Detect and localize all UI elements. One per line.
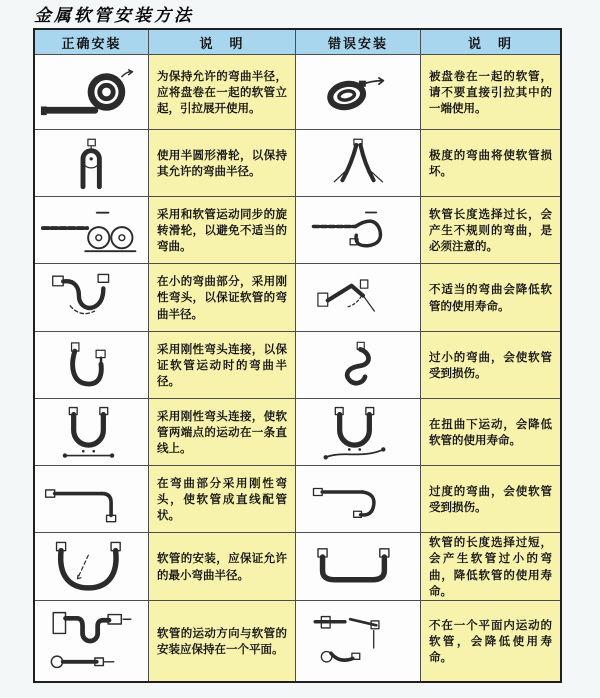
correct-description-cell [149,130,296,197]
page-title: 金属软管安装方法 [34,6,194,26]
correct-text: 软管的安装，应保证允许的最小弯曲半径。 [157,551,287,582]
correct-description-cell [149,466,296,533]
wrong-description-cell [421,130,560,197]
coiled-hose-stood-up-icon [39,62,145,122]
wrong-description-cell [421,332,560,399]
sharp-angle-bend-icon [313,269,403,327]
wrong-illustration-cell [296,197,421,264]
correct-text: 使用半圆形滑轮，以保持其允许的弯曲半径。 [157,147,287,178]
correct-description-cell [149,197,296,264]
wrong-text: 过度的弯曲，会使软管受到损伤。 [429,483,552,514]
hose-over-pulley-icon [47,133,137,193]
correct-illustration-cell [35,466,149,533]
rotating-pulleys-icon [39,201,145,259]
coiled-hose-pulled-icon [310,63,406,121]
wrong-description-cell [421,533,560,601]
wrong-illustration-cell [296,601,421,681]
wrong-text: 在扭曲下运动，会降低软管的使用寿命。 [429,416,552,447]
correct-illustration-cell [35,264,149,332]
planar-trap-hose-icon [40,606,144,676]
wrong-description-cell [421,264,560,332]
wrong-description-cell [421,197,560,264]
wrong-description-cell [421,55,560,130]
correct-illustration-cell [35,601,149,681]
u-hose-straight-line-motion-icon [44,402,140,462]
correct-text: 采用刚性弯头连接，使软管两端点的运动在一条直线上。 [157,408,287,456]
wrong-text: 不在一个平面内运动的软管，会降低使用寿命。 [429,617,552,665]
correct-illustration-cell [35,399,149,466]
correct-description-cell [149,55,296,130]
over-bent-elbow-icon [310,470,406,528]
header-wrong-installation: 错误安装 [296,30,421,55]
wrong-description-cell [421,399,560,466]
correct-description-cell [149,533,296,601]
correct-illustration-cell [35,130,149,197]
wrong-illustration-cell [296,466,421,533]
irregular-loop-icon [310,201,406,259]
extreme-bend-hanging-icon [313,133,403,193]
wrong-illustration-cell [296,264,421,332]
installation-methods-table [33,28,562,683]
correct-text: 软管的运动方向与软管的安装应保持在一个平面。 [157,625,287,656]
too-small-bend-icon [315,335,401,395]
correct-description-cell [149,332,296,399]
wrong-text: 极度的弯曲将使软管损坏。 [429,147,552,178]
non-planar-hose-icon [310,606,406,676]
wrong-illustration-cell [296,55,421,130]
header-correct-installation: 正确安装 [35,30,149,55]
wrong-illustration-cell [296,533,421,601]
u-hose-torsion-icon [310,402,406,462]
wrong-text: 软管的长度选择过短，会产生软管过小的弯曲，降低软管的使用寿命。 [429,534,552,598]
minimum-bend-radius-u-icon [42,537,142,597]
correct-illustration-cell [35,197,149,264]
rigid-elbow-connection-icon [47,335,137,395]
wrong-illustration-cell [296,399,421,466]
wrong-description-cell [421,466,560,533]
correct-text: 在弯曲部分采用刚性弯头，使软管成直线配管状。 [157,475,287,523]
correct-text: 为保持允许的弯曲半径，应将盘卷在一起的软管立起，引拉展开使用。 [157,68,287,116]
wrong-text: 过小的弯曲，会使软管受到损伤。 [429,349,552,380]
header-description-left: 说 明 [149,30,296,55]
wrong-illustration-cell [296,332,421,399]
straight-piping-elbow-icon [42,470,142,528]
wrong-description-cell [421,601,560,681]
correct-illustration-cell [35,533,149,601]
correct-description-cell [149,601,296,681]
header-description-right: 说 明 [421,30,560,55]
correct-illustration-cell [35,332,149,399]
correct-text: 在小的弯曲部分，采用刚性弯头，以保证软管的弯曲半径。 [157,274,287,321]
wrong-text: 不适当的弯曲会降低软管的使用寿命。 [429,282,552,313]
wrong-illustration-cell [296,130,421,197]
wrong-text: 被盘卷在一起的软管，请不要直接引拉其中的一端使用。 [429,68,552,116]
correct-illustration-cell [35,55,149,130]
correct-description-cell [149,399,296,466]
correct-text: 采用刚性弯头连接，以保证软管运动时的弯曲半径。 [157,341,287,389]
taut-flat-u-icon [308,538,408,596]
correct-text: 采用和软管运动同步的旋转滑轮，以避免不适当的弯曲。 [157,206,287,254]
correct-description-cell [149,264,296,332]
wrong-text: 软管长度选择过长，会产生不规则的弯曲，是必须注意的。 [429,206,552,254]
rigid-elbow-small-bend-icon [44,268,140,328]
